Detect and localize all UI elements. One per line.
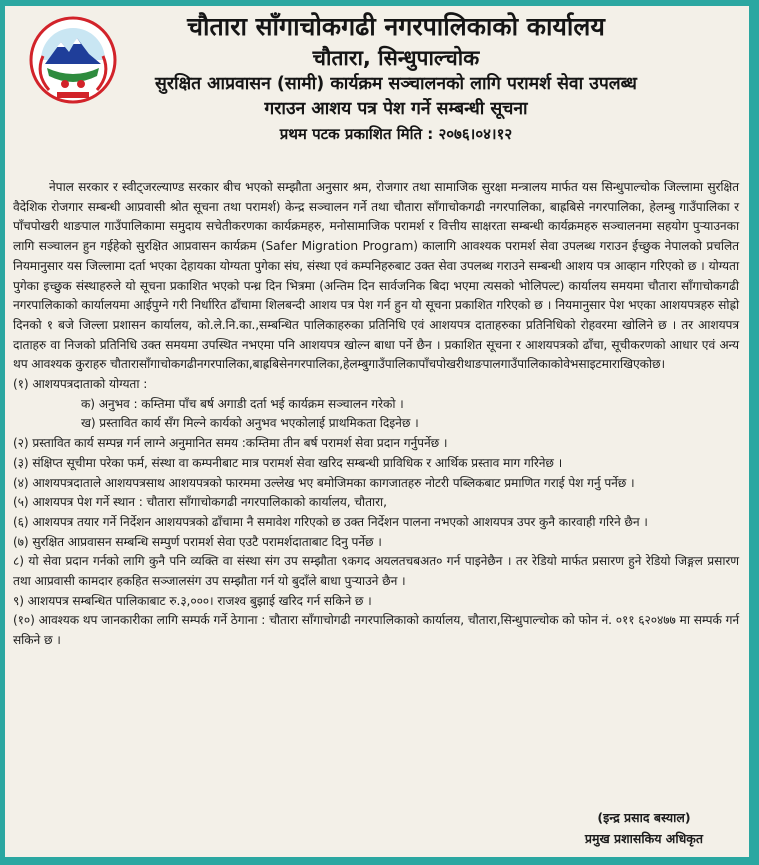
item-5: (५) आशयपत्र पेश गर्ने स्थान : चौतारा साँगाचोकगढी नगरपालिकाको कार्यालय, चौतारा,	[13, 495, 387, 510]
item-10: (१०) आवश्यक थप जानकारीका लागि सम्पर्क गर्ने ठेगाना : चौतारा साँगाचोगढी नगरपालिकाको कार्यालय, चौतारा,सिन्धुपाल्चोक को फोन नं. ०११ ६२०४७७ मा सम्पर्क गर्न सकिने छ ।	[13, 613, 739, 648]
signatory-name: (इन्द्र प्रसाद बस्याल)	[597, 810, 691, 825]
item-1b: ख) प्रस्तावित कार्य सँग मिल्ने कार्यको अनुभव भएकोलाई प्राथमिकता दिइनेछ ।	[81, 416, 419, 431]
item-1: (१) आशयपत्रदाताको योग्यता :	[13, 377, 148, 392]
signature-block	[585, 807, 703, 849]
item-3: (३) संक्षिप्त सूचीमा परेका फर्म, संस्था वा कम्पनीबाट मात्र परामर्श सेवा खरिद सम्बन्धी प्राविधिक र आर्थिक प्रस्ताव माग गरिनेछ ।	[13, 455, 563, 470]
notice-paper	[5, 6, 749, 857]
subject-line-2: गराउन आशय पत्र पेश गर्ने सम्बन्धी सूचना	[264, 99, 528, 119]
notice-paragraph: नेपाल सरकार र स्वीट्जरल्याण्ड सरकार बीच भएको सम्झौता अनुसार श्रम, रोजगार तथा सामाजिक सुरक्षा मन्त्रालय मार्फत यस सिन्धुपाल्चोक जिल्लामा सुरक्षित वैदेशिक रोजगार सम्बन्धी आप्रवासी श्रोत सूचना तथा परामर्श) केन्द्र सञ्चालन गर्ने तथा चौतारा साँगाचोकगढी नगरपालिका, बाह्रबिसे नगरपालिका, हेलम्बु गाउँपालिका र पाँचपोखरी थाङपाल गाउँपालिकामा समुदाय सचेतीकरणका कार्यक्रमहरु, मनोसामाजिक परामर्श र वित्तीय साक्षरता सम्बन्धी कार्यक्रमहरु सञ्चालनमा सहयोग पुऱ्याउनका लागि सञ्चालन हुन गईहेको सुरक्षित आप्रवासन कार्यक्रम (Safer Migration Program) कालागि आवश्यक परामर्श सेवा उपलब्ध गराउन ईच्छुक नेपालको प्रचलित नियमानुसार यस जिल्लामा दर्ता भएका देहायका योग्यता पुगेका संघ, संस्था एवं कम्पनिहरुबाट उक्त सेवा उपलब्ध गराउने सम्बन्धी आशय पत्र आव्हान गरिएको छ । योग्यता पुगेका इच्छुक संस्थाहरुले यो सूचना प्रकाशित भएको पन्ध्र दिन भित्रमा (अन्तिम दिन सार्वजनिक बिदा भएमा त्यसको भोलिपल्ट) कार्यालय समयमा चौतारा साँगाचोकगढी नगरपालिकाको कार्यालयमा आईपुग्ने गरी निर्धारित ढाँचामा शिलबन्दी आशय पत्र पेश गर्न हुन यो सूचना प्रकाशित गरिएको छ । नियमानुसार पेश भएका आशयपत्रहरु सोह्रो दिनको १ बजे जिल्ला प्रशासन कार्यालय, को.ले.नि.का.,सम्बन्धित पालिकाहरुका प्रतिनिधि एवं आशयपत्र दाताहरुका प्रतिनिधिको रोहवरमा खोलिने छ । तर आशयपत्र दाताहरु वा निजको प्रतिनिधि उक्त समयमा उपस्थित नभएमा पनि आशयपत्र खोल्न बाधा पर्ने छैन । प्रकाशित सूचना र आशयपत्रको ढाँचा, सूचीकरणको आधार एवं अन्य थप आवश्यक कुराहरु चौतारासाँगाचोकगढीनगरपालिका,बाह्रबिसेनगरपालिका,हेलम्बुगाउँपालिकापाँचपोखरीथाङपालगाउँपालिकाकोवेभसाइटमाराखिएकोछ।	[13, 180, 739, 372]
item-6: (६) आशयपत्र तयार गर्ने निर्देशन आशयपत्रको ढाँचामा नै समावेश गरिएको छ उक्त निर्देशन पालना नभएको आशयपत्र उपर कुनै कारवाही गरिने छैन ।	[13, 514, 648, 529]
notice-body	[13, 178, 739, 651]
nepal-emblem-icon	[27, 14, 119, 104]
office-title: चौतारा साँगाचोकगढी नगरपालिकाको कार्यालय	[187, 12, 605, 41]
item-9: ९) आशयपत्र सम्बन्धित पालिकाबाट रु.३,०००। राजश्व बुझाई खरिद गर्न सकिने छ ।	[13, 593, 372, 608]
item-1a: क) अनुभव : कम्तिमा पाँच बर्ष अगाडी दर्ता भई कार्यक्रम सञ्चालन गरेको ।	[81, 396, 404, 411]
office-location: चौतारा, सिन्धुपाल्चोक	[312, 46, 480, 70]
item-7: (७) सुरक्षित आप्रवासन सम्बन्धि सम्पुर्ण परामर्श सेवा एउटै परामर्शदाताबाट दिनु पर्नेछ ।	[13, 534, 382, 549]
published-date: प्रथम पटक प्रकाशित मिति : २०७६।०४।१२	[279, 125, 513, 143]
subject-line-1: सुरक्षित आप्रवासन (सामी) कार्यक्रम सञ्चालनको लागि परामर्श सेवा उपलब्ध	[155, 74, 637, 94]
item-2: (२) प्रस्तावित कार्य सम्पन्न गर्न लाग्ने अनुमानित समय :कम्तिमा तीन बर्ष परामर्श सेवा प्रदान गर्नुपर्नेछ ।	[13, 436, 448, 451]
signatory-title: प्रमुख प्रशासकिय अधिकृत	[584, 831, 703, 846]
item-4: (४) आशयपत्रदाताले आशयपत्रसाथ आशयपत्रको फारममा उल्लेख भए बमोजिमका कागजातहरु नोटरी पब्लिकबाट प्रमाणित गराई पेश गर्नु पर्नेछ ।	[13, 475, 635, 490]
item-8: ८) यो सेवा प्रदान गर्नको लागि कुनै पनि व्यक्ति वा संस्था संग उप सम्झौता ९कगद अयलतचबअत० गर्न पाइनेछैन । तर रेडियो मार्फत प्रसारण हुने रेडियो जिङ्गल प्रसारण तथा आप्रवासी कामदार हकहित सञ्जालसंग उप सम्झौता गर्न यो बुदाँले बाधा पुऱ्याउने छैन ।	[13, 554, 739, 589]
notice-header	[13, 10, 739, 178]
